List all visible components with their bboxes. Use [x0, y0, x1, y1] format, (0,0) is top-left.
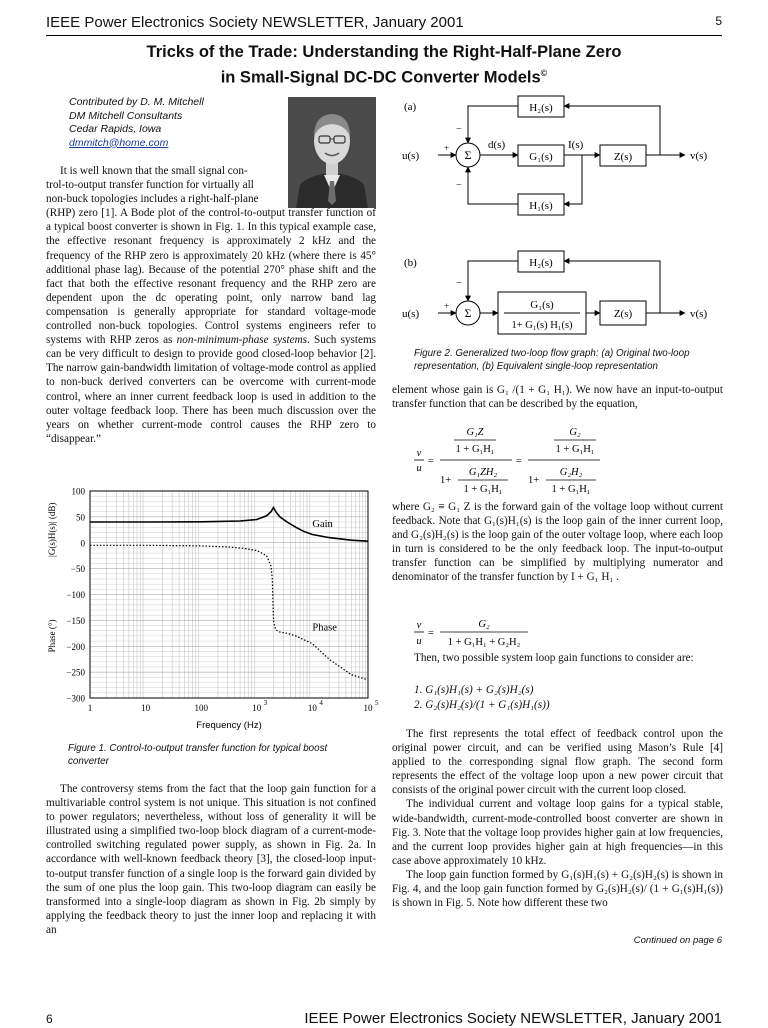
eq1-d2-bot: 1 + G₁H₁: [551, 484, 591, 495]
body-right-p1: element whose gain is G₁ /(1 + G₁ H₁). We now have an input-to-output transfer function that can be described by the equation,: [392, 384, 723, 411]
x-tick-label: 10: [363, 703, 373, 713]
eq1-n1-bot: 1 + G₁H₁: [455, 444, 495, 455]
gain-series-label: Gain: [312, 519, 333, 531]
body-right-p3: Then, two possible system loop gain functions to consider are:: [414, 652, 694, 664]
fig2a-summer: Σ: [464, 148, 472, 162]
para-right-5: The individual current and voltage loop gains for a typical stable, wide-bandwidth, current-mode-controlled boost converter are shown in Fig. 3. Note that the voltage loop provides higher gain at low frequencies, and the current loop provides higher gain at high frequencies—in this case above approximately 10 kHz.: [392, 798, 723, 867]
fig2a-input: u(s): [402, 150, 420, 162]
fig2a-plus: +: [444, 143, 450, 153]
fig2b-num: G₁(s): [530, 299, 554, 311]
y-tick-label: −50: [70, 564, 85, 575]
fig2a-z-block: Z(s): [613, 151, 633, 163]
y-tick-label: −300: [66, 693, 85, 704]
y-tick-label: −200: [66, 641, 85, 652]
fig2b-plus: +: [444, 301, 450, 311]
loop-gain-item-1: 1. G₁(s)H₁(s) + G₂(s)H₂(s): [414, 684, 534, 696]
fig2b-summer: Σ: [464, 306, 472, 320]
x-tick-label: 10: [307, 703, 317, 713]
footer-journal: IEEE Power Electronics Society NEWSLETTER, January 2001: [304, 1010, 722, 1027]
eq1-eq2: =: [516, 456, 522, 467]
transfer-function-equation: [410, 423, 730, 497]
fig2a-d-signal: d(s): [488, 139, 506, 151]
phase-series-label: Phase: [312, 622, 337, 634]
fig2b-den: 1+ G₁(s) H₁(s): [511, 320, 573, 331]
y-axis-label-phase: Phase (°): [47, 619, 57, 653]
fig2a-h2-block: H₂(s): [529, 102, 553, 114]
eq1-d1-top: G₁ZH₂: [468, 467, 498, 478]
eq1-eq1: =: [428, 456, 434, 467]
page-header: [46, 14, 722, 34]
y-axis-label-gain: |G(s)H(s)| (dB): [47, 502, 57, 557]
para2: The controversy stems from the fact that the loop gain function for a multivariable control system is not unique. This situation is not confined to power regulators; nevertheless, without loss of generality it will be illustrated using a simplified two-loop block diagram of a current-mode-controlled switching regulated power supply, as shown in Fig. 2a. In accordance with well-known feedback theory [3], the closed-loop input-to-output transfer function of a single loop is the forward gain divided by the sum of one plus the loop gain. This two-loop diagram can easily be transformed into a single-loop diagram as shown in Fig. 2b simply by applying the feedback theory to just the inner loop and replacing it with an: [46, 783, 376, 936]
equation-1: [410, 423, 730, 497]
loop-gain-item-2: 2. G₂(s)H₂(s)/(1 + G₁(s)H₁(s)): [414, 699, 550, 711]
header-page-number: 5: [715, 14, 722, 28]
fig2a-output: v(s): [690, 150, 708, 162]
figure-2-diagram: [400, 96, 722, 336]
contributor-block: [69, 96, 269, 150]
x-tick-label: 10: [252, 703, 262, 713]
fig2a-minus-top: −: [456, 124, 462, 135]
title-line-2: in Small-Signal DC-DC Converter Models©: [220, 68, 548, 87]
eq1-v: v: [416, 448, 422, 459]
para1-body: (RHP) zero [1]. A Bode plot of the control-to-output transfer function of a typical boost converter is shown in Fig. 1. In this typical example case, the effective resonant frequency is approximately 2 kHz and the frequency of the RHP zero is approximately 20 kHz (where there is 45° additional phase lag). Because of the potential 270° phase shift and the fact that both the effective resonant frequency and the RHP zero are dependent upon the dc operating point, only narrow band lag compensation is generally appropriate for standard voltage-mode controlled non-buck topologies. Control systems engineers refer to systems with RHP zeros as non-minimum-phase systems. Such systems can be very difficult to design to provide good closed-loop behavior [2]. The narrow gain-bandwidth limitation of voltage-mode control as applied to non-buck derived converters can be overcome with current-mode control, where an inner current feedback loop is used in addition to the outer voltage feedback loop. There has been much discussion over the years on whether current-mode control causes the RHP zero to “disappear.”: [46, 207, 377, 445]
fig2a-minus-bottom: −: [456, 180, 462, 191]
eq1-d1-bot: 1 + G₁H₁: [463, 484, 503, 495]
eq1-d2-one: 1+: [528, 475, 540, 486]
x-tick-label: 1: [87, 703, 93, 713]
figure-1-chart: [46, 483, 379, 735]
y-tick-label: 0: [80, 538, 85, 549]
body-right-column-bottom: [392, 727, 723, 910]
simplified-transfer-function: [410, 612, 610, 650]
fig2a-label: (a): [404, 101, 417, 113]
y-tick-label: −250: [66, 667, 85, 678]
continued-note: Continued on page 6: [633, 935, 722, 946]
para1-italic-term: non-minimum-phase systems: [176, 334, 308, 347]
eq2-v: v: [416, 620, 422, 631]
phase-series-line: [90, 545, 368, 680]
footer-page-number: 6: [46, 1012, 53, 1026]
eq1-n2-bot: 1 + G₁H₁: [555, 444, 595, 455]
bode-plot: [46, 483, 379, 735]
fig2b-z-block: Z(s): [613, 308, 633, 320]
body-left-column-bottom: [46, 782, 376, 937]
eq2-equals: =: [428, 628, 434, 639]
para1-wrap-line-1: It is well known that the small signal con-: [60, 165, 248, 177]
eq2-num: G₂: [478, 619, 490, 630]
x-tick-exponent: 4: [319, 699, 323, 707]
fig2a-h1-block: H₁(s): [529, 200, 553, 212]
figure-1-caption: Figure 1. Control-to-output transfer function for typical boost converter: [68, 743, 328, 767]
fig2b-label: (b): [404, 257, 417, 269]
eq1-u: u: [416, 463, 422, 474]
para-right-4: The first represents the total effect of feedback control upon the original power circuit, and can be verified using Mason’s Rule [4] applied to the corresponding signal flow graph. The second form represents the effect of the voltage loop upon a new power circuit that consists of the original power circuit with the current loop closed.: [392, 728, 723, 797]
contributor-email-link[interactable]: dmmitch@home.com: [69, 136, 169, 149]
x-tick-label: 10: [141, 703, 151, 713]
para-right-6: The loop gain function formed by G₁(s)H₁(s) + G₂(s)H₂(s) is shown in Fig. 4, and the loop gain function formed by G₂(s)H₂(s)/ (1 + G₁(s)H₁(s)) is shown in Fig. 5. Note how different these two: [392, 868, 723, 910]
fig2b-minus: −: [456, 278, 462, 289]
title-line-1: Tricks of the Trade: Understanding the Right-Half-Plane Zero: [146, 43, 622, 61]
x-tick-label: 100: [194, 703, 208, 713]
fig2a-i-signal: I(s): [568, 139, 584, 151]
eq1-n1-top: G₁Z: [466, 427, 484, 438]
loop-gain-list: [414, 683, 724, 713]
contributor-location: Cedar Rapids, Iowa: [69, 123, 162, 135]
y-tick-label: 50: [76, 512, 85, 523]
body-right-p2: where G₂ ≡ G₁ Z is the forward gain of the voltage loop without current feedback. Note that G₁(s)H₁(s) is the loop gain of the inner current loop, and G₂(s)H₂(s) is the loop gain of the outer voltage loop, where each loop in turn is considered to be the only feedback loop. The input-to-output transfer function can be simplified by multiplying numerator and denominator of the transfer function by I + G₁ H₁ .: [392, 501, 723, 584]
para1-wrap-line-3: non-buck topologies includes a right-half-plane: [46, 193, 259, 206]
fig2a-g1-block: G₁(s): [529, 151, 553, 163]
eq2-den: 1 + G₁H₁ + G₂H₂: [447, 637, 521, 648]
contributor-company: DM Mitchell Consultants: [69, 109, 183, 122]
y-tick-label: 100: [71, 486, 85, 497]
y-tick-label: −150: [66, 615, 85, 626]
x-tick-exponent: 3: [263, 699, 268, 707]
page-footer: [46, 1010, 722, 1028]
fig2b-input: u(s): [402, 308, 420, 320]
eq2-u: u: [416, 636, 422, 647]
para1-wrap-line-2: trol-to-output transfer function for virtually all: [46, 179, 254, 192]
block-diagram: [400, 96, 722, 336]
eq1-d2-top: G₂H₂: [559, 467, 583, 478]
header-journal: IEEE Power Electronics Society NEWSLETTER, January 2001: [46, 14, 464, 31]
eq1-d1-one: 1+: [440, 475, 452, 486]
x-axis-label: Frequency (Hz): [196, 720, 262, 731]
x-tick-exponent: 5: [375, 699, 379, 707]
figure-2-caption: Figure 2. Generalized two-loop flow graph: (a) Original two-loop representation, (b) Equivalent single-loop representation: [414, 348, 690, 372]
eq1-n2-top: G₂: [569, 427, 581, 438]
fig2b-output: v(s): [690, 308, 708, 320]
header-rule: [46, 35, 722, 36]
copyright-mark: ©: [540, 68, 548, 78]
body-left-column-top: [46, 164, 376, 446]
y-tick-label: −100: [66, 590, 85, 600]
article-title: [46, 42, 722, 89]
fig2b-h2-block: H₂(s): [529, 257, 553, 269]
contributor-name: Contributed by D. M. Mitchell: [69, 96, 204, 108]
equation-2: [410, 612, 610, 650]
